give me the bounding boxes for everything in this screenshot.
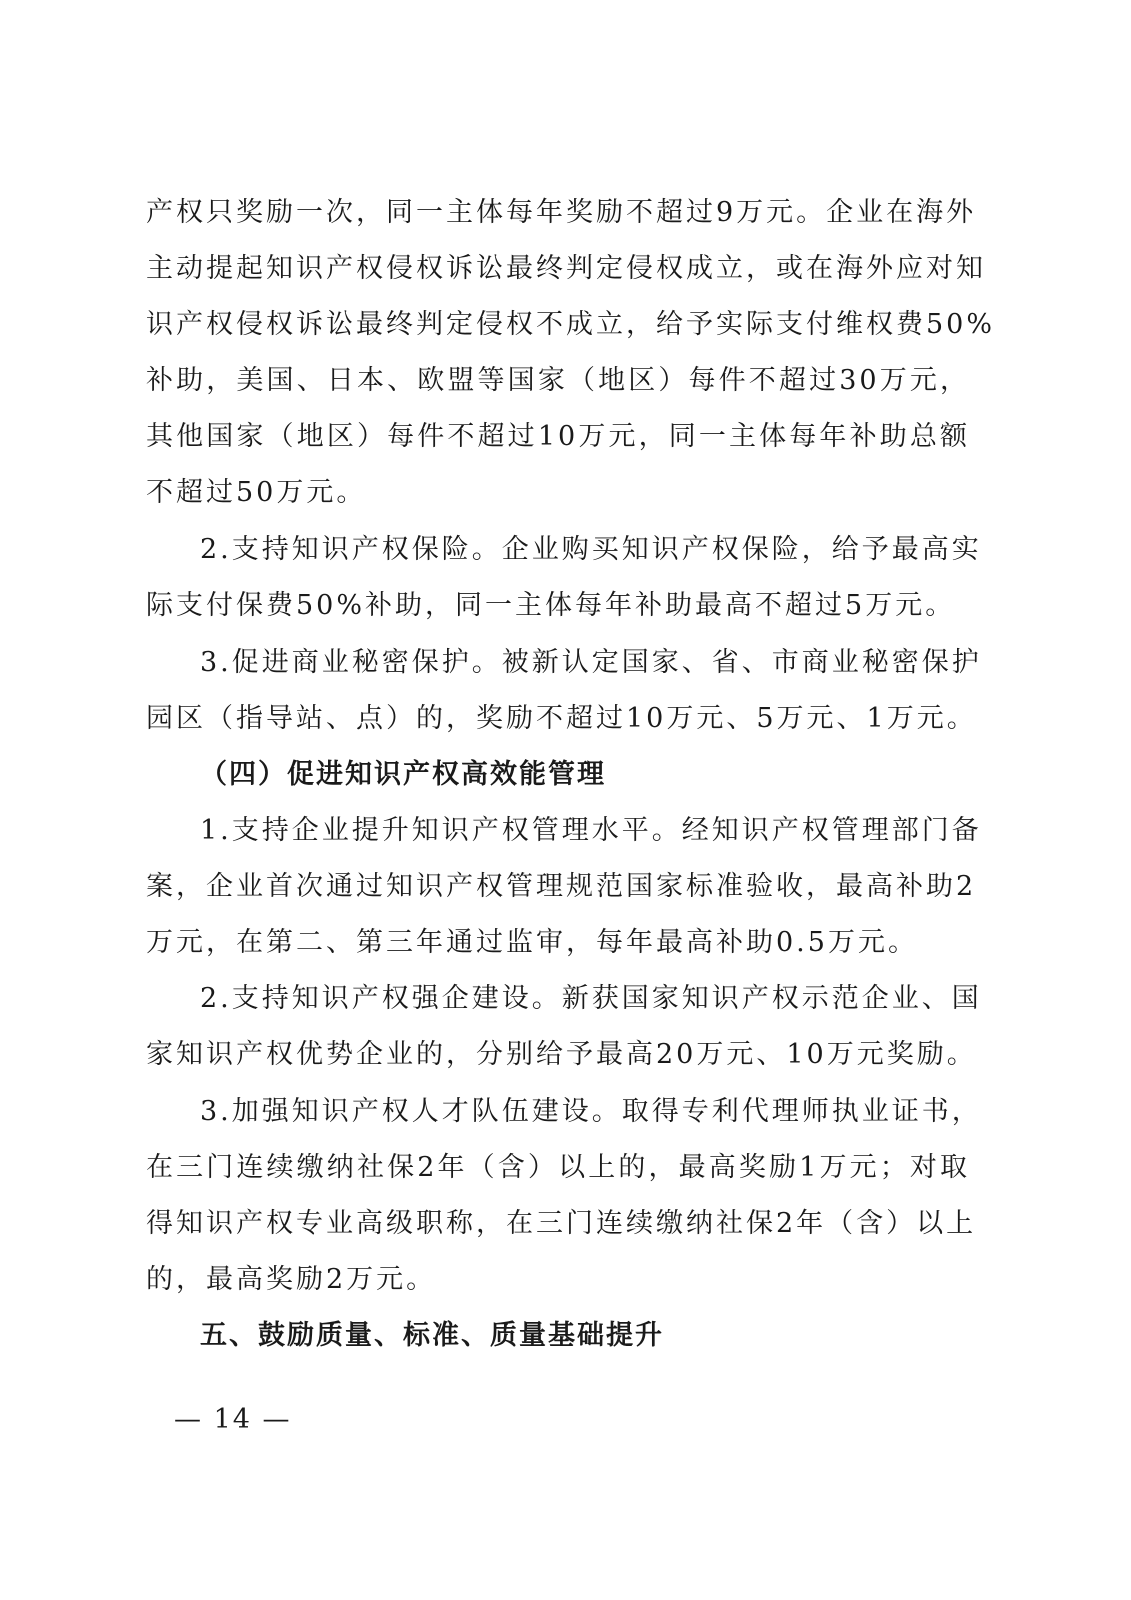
chapter-heading: 五、鼓励质量、标准、质量基础提升	[200, 1320, 664, 1351]
paragraph-line: 万元，在第二、第三年通过监审，每年最高补助0.5万元。	[146, 927, 918, 958]
paragraph-line: 2.支持知识产权保险。企业购买知识产权保险，给予最高实	[200, 534, 982, 565]
paragraph-line: 在三门连续缴纳社保2年（含）以上的，最高奖励1万元；对取	[146, 1152, 970, 1183]
paragraph-line: 识产权侵权诉讼最终判定侵权不成立，给予实际支付维权费50%	[146, 309, 996, 340]
paragraph-line: 得知识产权专业高级职称，在三门连续缴纳社保2年（含）以上	[146, 1208, 977, 1239]
paragraph-line: 案，企业首次通过知识产权管理规范国家标准验收，最高补助2	[146, 871, 977, 902]
paragraph-line: 产权只奖励一次，同一主体每年奖励不超过9万元。企业在海外	[146, 197, 977, 228]
paragraph-line: 补助，美国、日本、欧盟等国家（地区）每件不超过30万元，	[146, 365, 970, 396]
paragraph-line: 2.支持知识产权强企建设。新获国家知识产权示范企业、国	[200, 983, 982, 1014]
paragraph-line: 其他国家（地区）每件不超过10万元，同一主体每年补助总额	[146, 421, 970, 452]
section-heading: （四）促进知识产权高效能管理	[200, 759, 606, 790]
paragraph-line: 1.支持企业提升知识产权管理水平。经知识产权管理部门备	[200, 815, 982, 846]
paragraph-line: 不超过50万元。	[146, 477, 367, 508]
paragraph-line: 3.促进商业秘密保护。被新认定国家、省、市商业秘密保护	[200, 647, 982, 678]
paragraph-line: 3.加强知识产权人才队伍建设。取得专利代理师执业证书，	[200, 1096, 982, 1127]
paragraph-line: 际支付保费50%补助，同一主体每年补助最高不超过5万元。	[146, 590, 956, 621]
paragraph-line: 家知识产权优势企业的，分别给予最高20万元、10万元奖励。	[146, 1039, 977, 1070]
paragraph-line: 主动提起知识产权侵权诉讼最终判定侵权成立，或在海外应对知	[146, 253, 986, 284]
paragraph-line: 的，最高奖励2万元。	[146, 1264, 437, 1295]
page-number: — 14 —	[174, 1404, 292, 1435]
paragraph-line: 园区（指导站、点）的，奖励不超过10万元、5万元、1万元。	[146, 703, 977, 734]
